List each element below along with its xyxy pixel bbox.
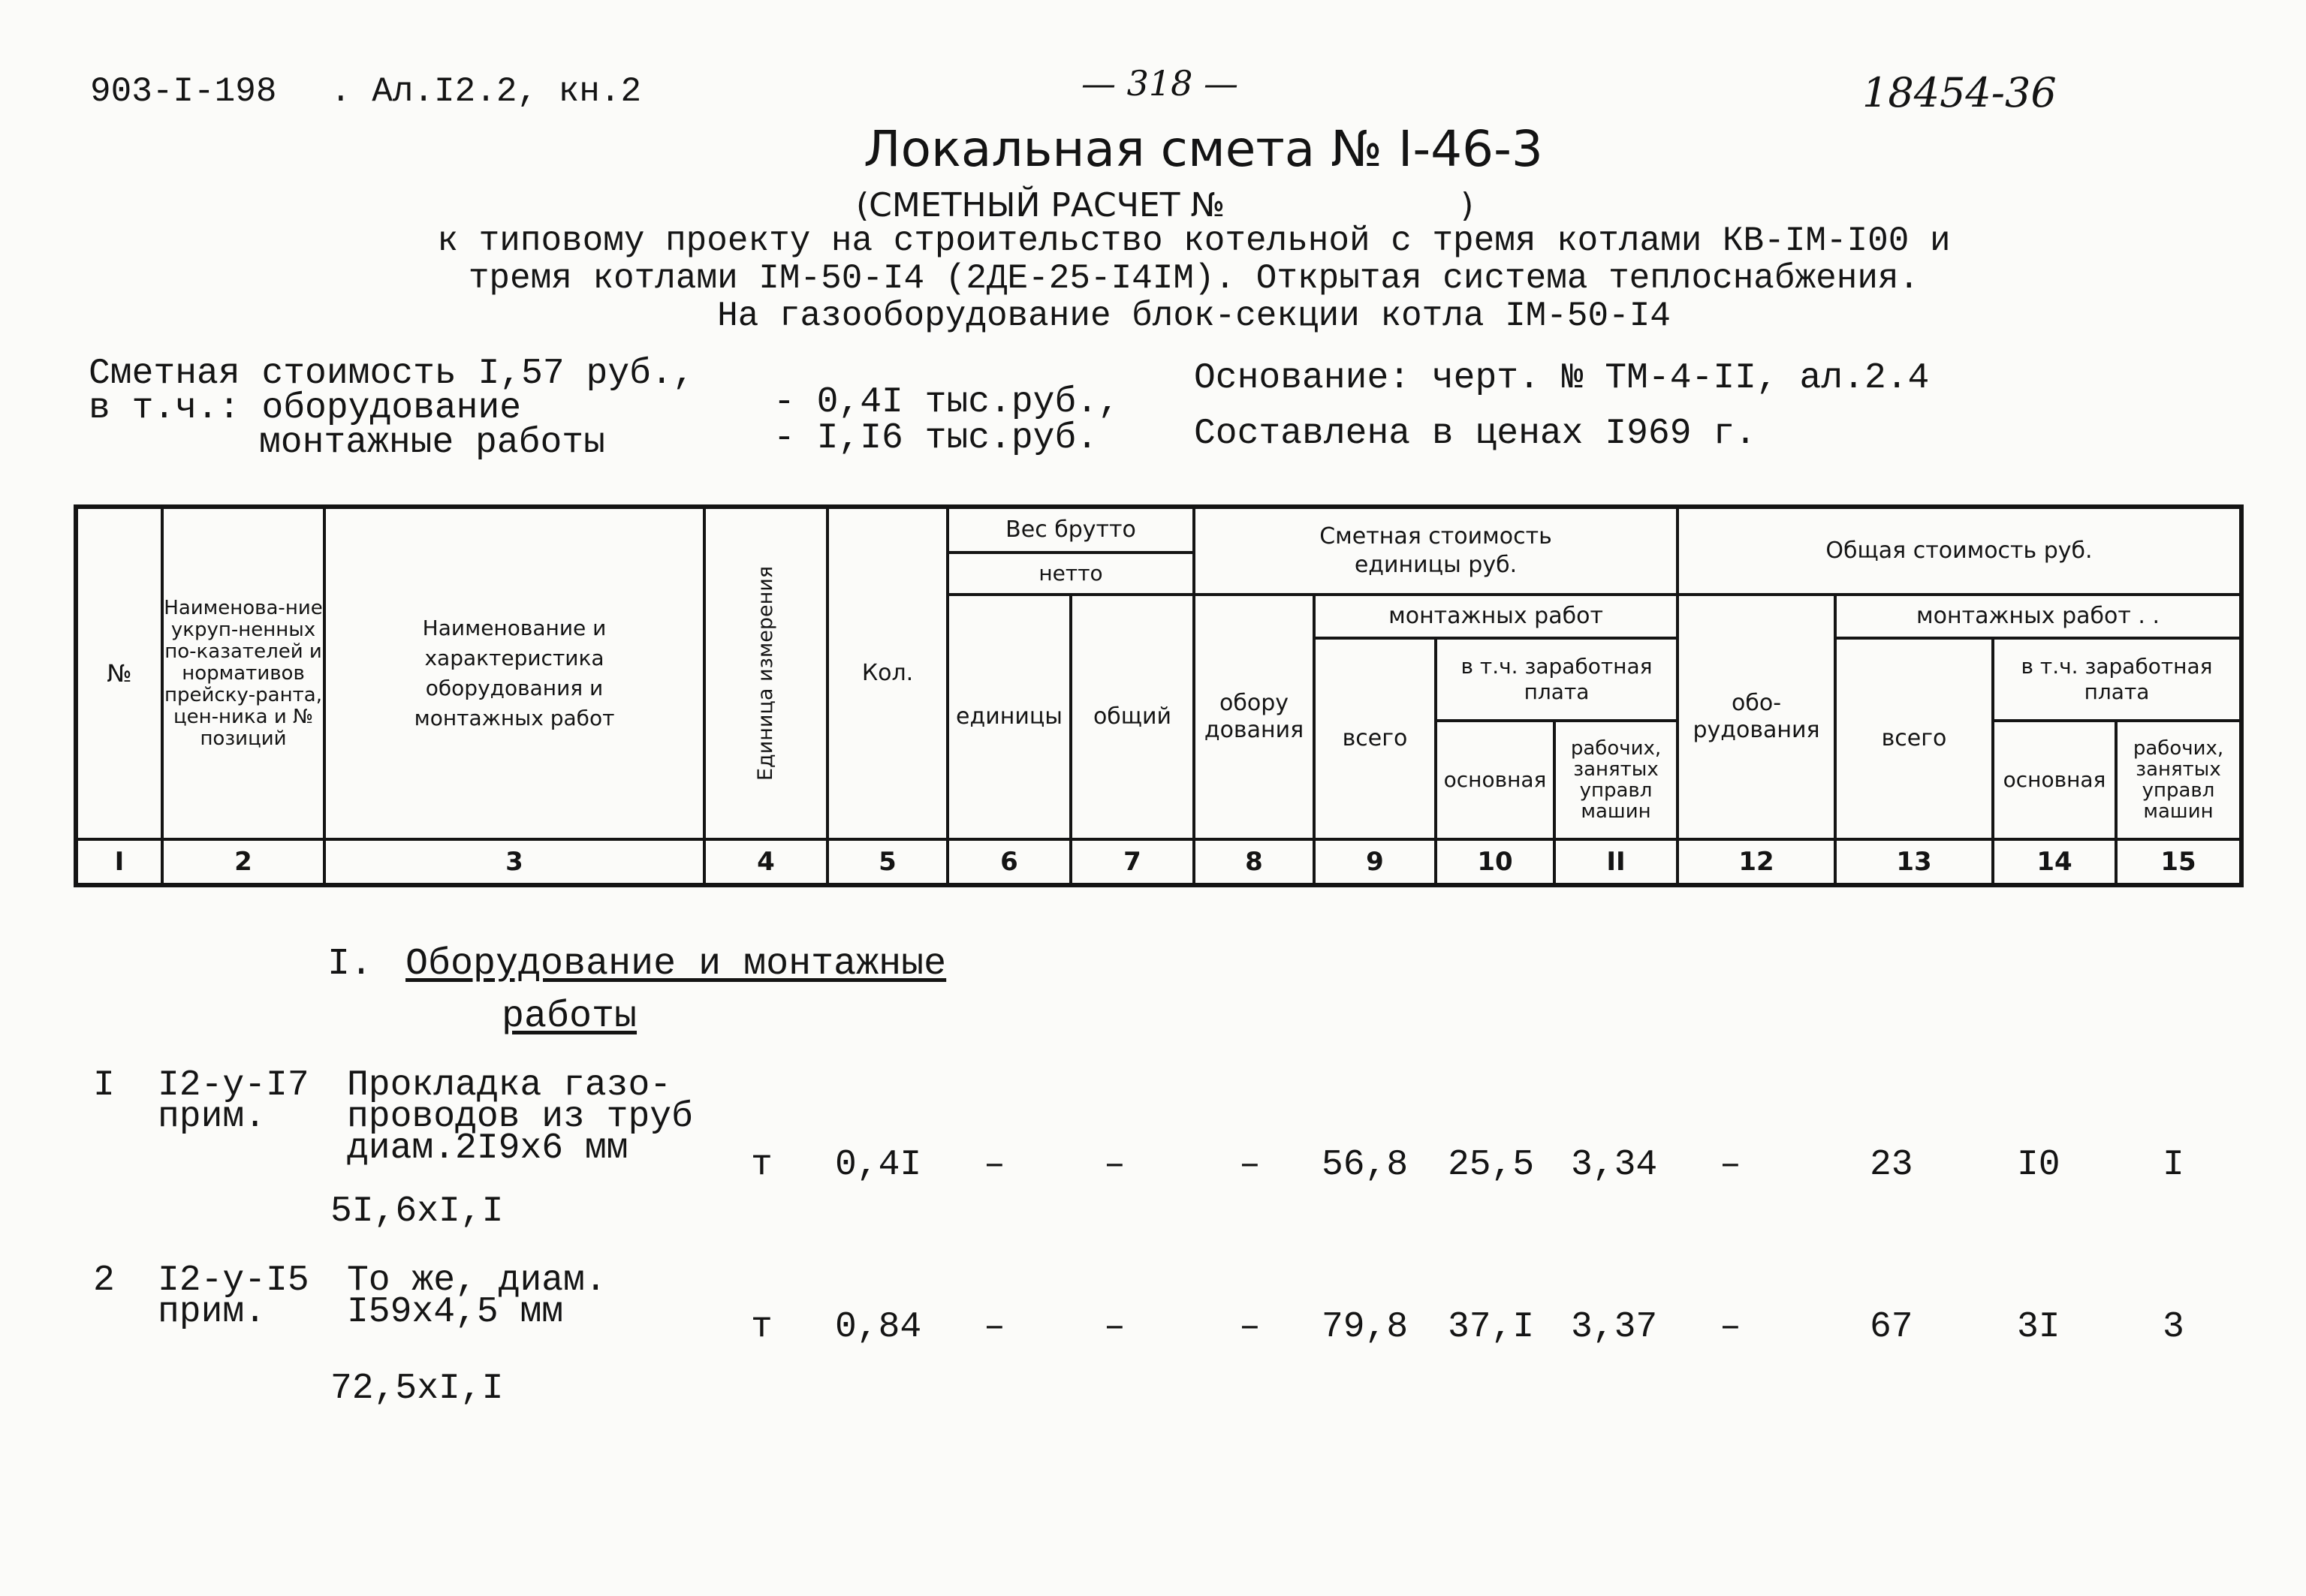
col-num-2: 2 — [234, 847, 252, 877]
col-num-11: II — [1606, 847, 1626, 877]
col-header-unit-wrap — [706, 509, 826, 838]
row-inst-machine: 3,37 — [1571, 1307, 1658, 1348]
col-header-total-basic: основная — [2003, 767, 2106, 792]
row-name-line-2: I59х4,5 мм — [347, 1292, 564, 1333]
col-num-15: 15 — [2160, 847, 2196, 877]
row-inst-basic: 25,5 — [1448, 1145, 1535, 1185]
col-header-inst-all: всего — [1342, 725, 1408, 751]
col-header-inst-basic: основная — [1443, 767, 1547, 792]
col-header-total-machine: рабочих, занятых управл машин — [2133, 737, 2224, 823]
col-header-code: Наименова-ние укруп-ненных по-казателей и нормативов прейску-ранта, цен-ника и № позиций — [164, 596, 323, 750]
row-weight-unit: – — [984, 1145, 1005, 1185]
section-title-line-1: Оборудование и монтажные — [405, 943, 947, 986]
row-name-line-1: Прокладка газо- — [347, 1065, 672, 1106]
row-weight-total: – — [1104, 1307, 1126, 1348]
row-total-equipment: – — [1720, 1145, 1741, 1185]
row-total-basic: 3I — [2017, 1307, 2060, 1348]
col-num-6: 6 — [1000, 847, 1018, 877]
row-total-equipment: – — [1720, 1307, 1741, 1348]
page-number: — 318 — — [1081, 63, 1239, 104]
col-num-7: 7 — [1123, 847, 1141, 877]
col-header-weight-unit: единицы — [956, 703, 1063, 730]
row-number: I — [93, 1065, 115, 1106]
row-code-line-1: I2-у-I7 — [158, 1065, 309, 1106]
row-name-line-1: То же, диам. — [347, 1260, 607, 1301]
col-num-4: 4 — [757, 847, 775, 877]
col-header-total-all: всего — [1881, 725, 1947, 751]
row-code-line-2: прим. — [158, 1097, 267, 1137]
col-num-1: I — [114, 847, 125, 877]
subtitle-close: ) — [1460, 186, 1474, 224]
col-header-total-equipment: обо-рудования — [1693, 690, 1820, 743]
cost-installation-label: монтажные работы — [259, 423, 605, 463]
description-line-1: к типовому проекту на строительство котельной с тремя котлами КВ-IМ-I00 и — [437, 221, 1951, 260]
row-total-all: 67 — [1870, 1307, 1913, 1348]
album-reference: . Ал.I2.2, кн.2 — [330, 72, 642, 111]
row-inst-all: 56,8 — [1322, 1145, 1409, 1185]
col-header-qty: Кол. — [861, 660, 914, 686]
cost-equipment-label: в т.ч.: оборудование — [89, 388, 522, 429]
col-header-unit-cost: Сметная стоимость единицы руб. — [1319, 523, 1552, 578]
page-title: Локальная смета № I-46-3 — [864, 120, 1543, 178]
row-unit: т — [751, 1307, 773, 1348]
row-code-line-1: I2-у-I5 — [158, 1260, 309, 1301]
project-description — [315, 222, 2072, 335]
description-line-2: тремя котлами IМ-50-I4 (2ДЕ-25-I4IМ). Открытая система теплоснабжения. — [468, 259, 1920, 298]
row-name-line-3: диам.2I9х6 мм — [347, 1128, 628, 1169]
row-qty: 0,4I — [835, 1145, 922, 1185]
col-header-weight-gross: Вес брутто — [1005, 516, 1136, 543]
row-name-line-2: проводов из труб — [347, 1097, 693, 1137]
col-header-name: Наименование и характеристика оборудования и монтажных работ — [414, 616, 615, 730]
price-year: Составлена в ценах I969 г. — [1194, 414, 1756, 454]
row-total-basic: I0 — [2017, 1145, 2060, 1185]
col-num-3: 3 — [505, 847, 523, 877]
col-header-weight-net: нетто — [1038, 561, 1103, 586]
col-num-8: 8 — [1245, 847, 1263, 877]
col-num-5: 5 — [879, 847, 897, 877]
row-qty: 0,84 — [835, 1307, 922, 1348]
col-header-unit: Единица измерения — [754, 565, 777, 781]
cost-total: Сметная стоимость I,57 руб., — [89, 354, 695, 394]
col-header-total-cost: Общая стоимость руб. — [1825, 538, 2093, 564]
section-heading — [327, 943, 946, 986]
col-num-10: 10 — [1477, 847, 1513, 877]
subtitle — [856, 186, 1473, 224]
col-header-total-wages: в т.ч. заработная плата — [2021, 654, 2213, 704]
row-unit: т — [751, 1145, 773, 1185]
col-header-weight-total: общий — [1093, 703, 1172, 730]
col-header-inst-wages: в т.ч. заработная плата — [1460, 654, 1653, 704]
row-equipment: – — [1239, 1145, 1261, 1185]
cost-installation-value: - I,I6 тыс.руб. — [773, 418, 1099, 459]
row-code-line-2: прим. — [158, 1292, 267, 1333]
description-line-3: На газооборудование блок-секции котла IМ-50-I4 — [717, 297, 1671, 336]
section-title-line-2: работы — [502, 995, 638, 1038]
row-inst-basic: 37,I — [1448, 1307, 1535, 1348]
row-inst-machine: 3,34 — [1571, 1145, 1658, 1185]
row-number: 2 — [93, 1260, 115, 1301]
row-total-machine: I — [2163, 1145, 2184, 1185]
col-header-installation: монтажных работ — [1388, 603, 1603, 629]
inventory-number: 18454-36 — [1862, 69, 2057, 116]
cost-equipment-value: - 0,4I тыс.руб., — [773, 382, 1120, 423]
row-inst-all: 79,8 — [1322, 1307, 1409, 1348]
estimate-basis: Основание: черт. № ТМ-4-II, ал.2.4 — [1194, 358, 1930, 399]
estimate-header-table — [74, 504, 2244, 887]
subtitle-label: (СМЕТНЫЙ РАСЧЕТ № — [856, 186, 1225, 224]
col-header-total-installation: монтажных работ . . — [1916, 603, 2160, 629]
row-weight-unit: – — [984, 1307, 1005, 1348]
document-code: 903-I-198 — [90, 72, 277, 111]
row-equipment: – — [1239, 1307, 1261, 1348]
row-formula: 5I,6хI,I — [330, 1191, 504, 1232]
col-num-14: 14 — [2036, 847, 2072, 877]
row-formula: 72,5хI,I — [330, 1369, 504, 1409]
section-number: I. — [327, 943, 373, 986]
col-header-no: № — [107, 659, 132, 688]
row-total-machine: 3 — [2163, 1307, 2184, 1348]
col-num-13: 13 — [1896, 847, 1932, 877]
row-weight-total: – — [1104, 1145, 1126, 1185]
row-total-all: 23 — [1870, 1145, 1913, 1185]
col-header-inst-machine: рабочих, занятых управл машин — [1570, 737, 1662, 823]
col-header-equipment: обору дования — [1204, 690, 1304, 743]
col-num-12: 12 — [1738, 847, 1774, 877]
col-num-9: 9 — [1366, 847, 1384, 877]
